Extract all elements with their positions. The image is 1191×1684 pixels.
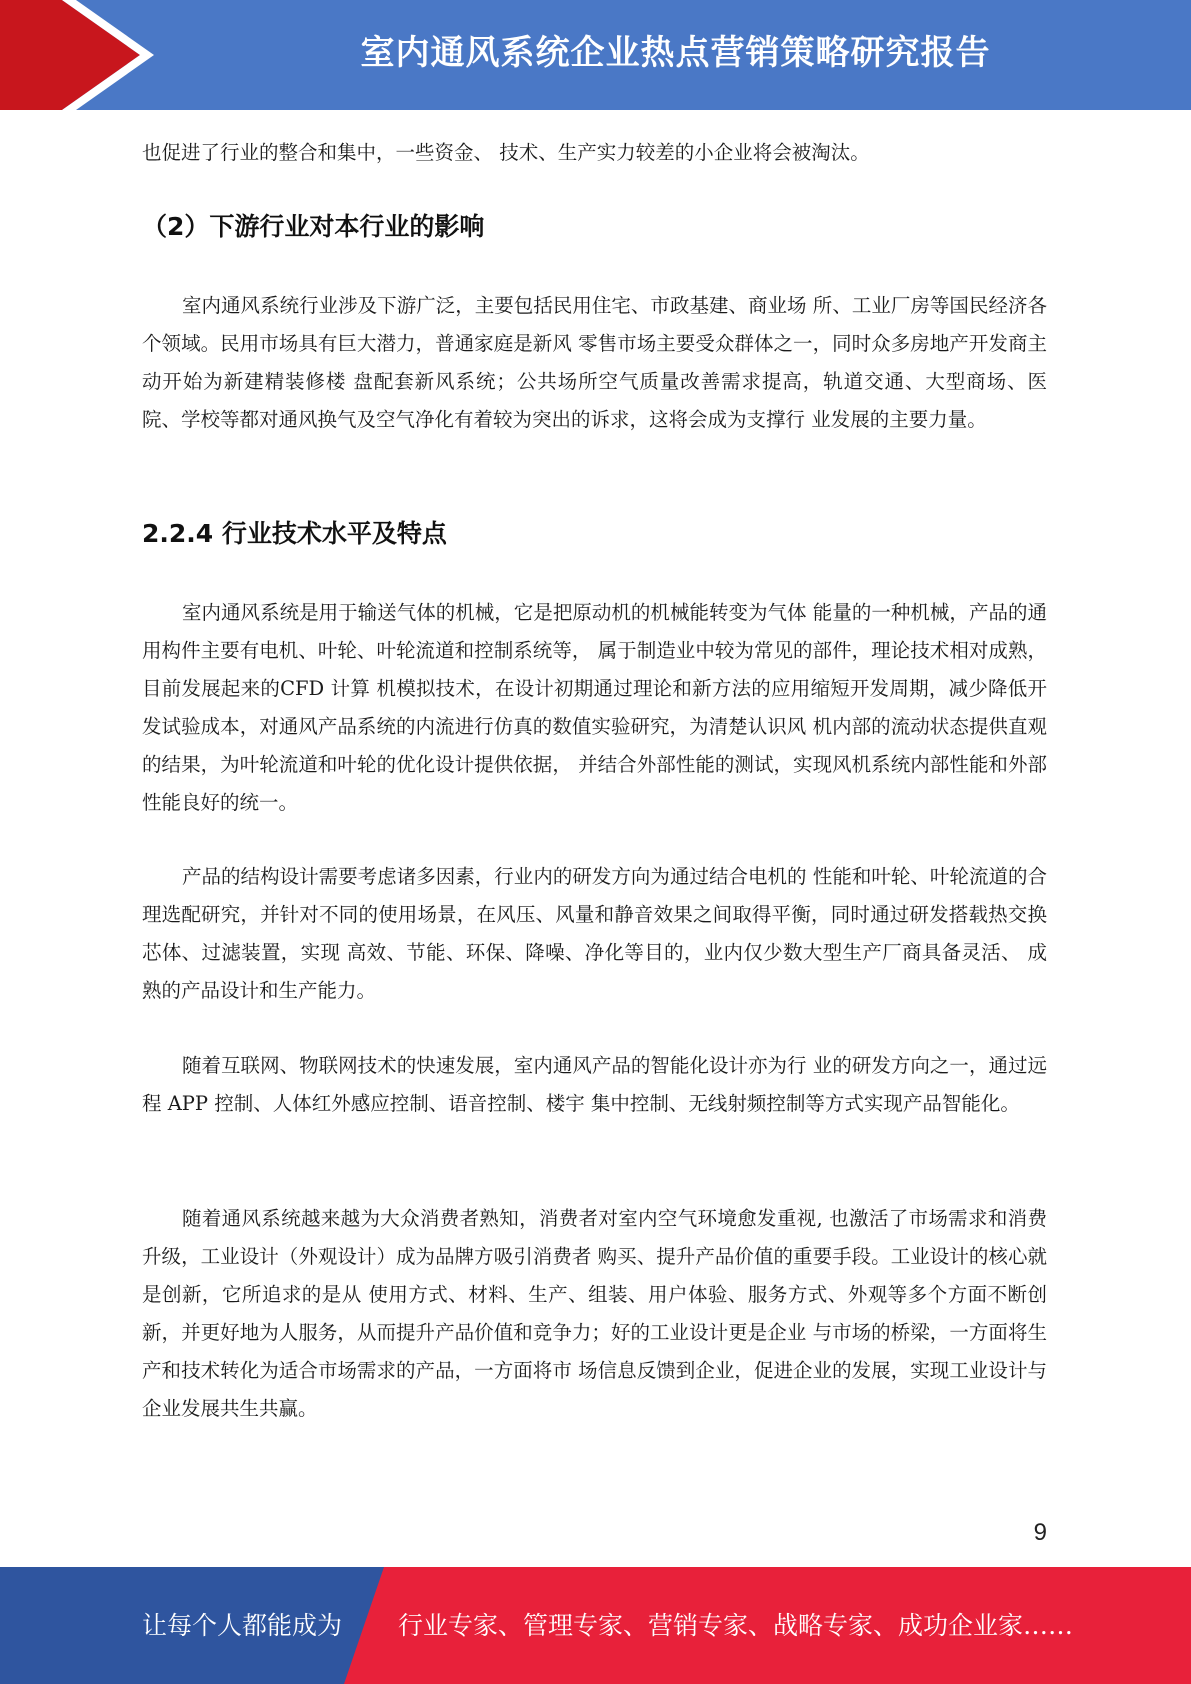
paragraph-industrial-design: 随着通风系统越来越为大众消费者熟知，消费者对室内空气环境愈发重视, 也激活了市场需求和消费升级，工业设计（外观设计）成为品牌方吸引消费者 购买、提升产品价值的重要手段。工业设计的核心就是创新，它所追求的是从 使用方式、材料、生产、组装、用户体验、服务方式、外观等多个方面不断创 新，并更好地为人服务，从而提升产品价值和竞争力；好的工业设计更是企业 与市场的桥梁，一方面将生产和技术转化为适合市场需求的产品，一方面将市 场信息反馈到企业，促进企业的发展，实现工业设计与企业发展共生共赢。 [142,1207,1047,1420]
heading-tech-level: 2.2.4 行业技术水平及特点 [142,519,447,548]
page-footer [0,1567,1191,1684]
paragraph-tech-overview: 室内通风系统是用于输送气体的机械，它是把原动机的机械能转变为气体 能量的一种机械，产品的通用构件主要有电机、叶轮、叶轮流道和控制系统等， 属于制造业中较为常见的部件，理论技术相对成熟，目前发展起来的CFD 计算 机模拟技术，在设计初期通过理论和新方法的应用缩短开发周期，减少降低开 发试验成本，对通风产品系统的内流进行仿真的数值实验研究，为清楚认识风 机内部的流动状态提供直观的结果，为叶轮流道和叶轮的优化设计提供依据， 并结合外部性能的测试，实现风机系统内部性能和外部性能良好的统一。 [142,601,1047,814]
footer-slogan-right: 行业专家、管理专家、营销专家、战略专家、成功企业家…… [398,1611,1074,1640]
heading-downstream-impact: （2）下游行业对本行业的影响 [142,212,485,241]
paragraph-consolidation: 也促进了行业的整合和集中，一些资金、 技术、生产实力较差的小企业将会被淘汰。 [142,141,870,164]
page-header [0,0,1191,110]
footer-slogan-left: 让每个人都能成为 [142,1611,343,1640]
paragraph-downstream: 室内通风系统行业涉及下游广泛，主要包括民用住宅、市政基建、商业场 所、工业厂房等国民经济各个领域。民用市场具有巨大潜力，普通家庭是新风 零售市场主要受众群体之一，同时众多房地产开发商主动开始为新建精装修楼 盘配套新风系统；公共场所空气质量改善需求提高，轨道交通、大型商场、医 院、学校等都对通风换气及空气净化有着较为突出的诉求，这将会成为支撑行 业发展的主要力量。 [142,294,1047,431]
paragraph-smart-design: 随着互联网、物联网技术的快速发展，室内通风产品的智能化设计亦为行 业的研发方向之一，通过远程 APP 控制、人体红外感应控制、语音控制、楼宇 集中控制、无线射频控制等方式实现产品智能化。 [142,1054,1047,1115]
paragraph-structure-design: 产品的结构设计需要考虑诸多因素，行业内的研发方向为通过结合电机的 性能和叶轮、叶轮流道的合理选配研究，并针对不同的使用场景，在风压、风量和静音效果之间取得平衡，同时通过研发搭载热交换芯体、过滤装置，实现 高效、节能、环保、降噪、净化等目的，业内仅少数大型生产厂商具备灵活、 成熟的产品设计和生产能力。 [142,865,1047,1002]
page-number: 9 [1033,1519,1047,1546]
report-title: 室内通风系统企业热点营销策略研究报告 [360,33,991,73]
